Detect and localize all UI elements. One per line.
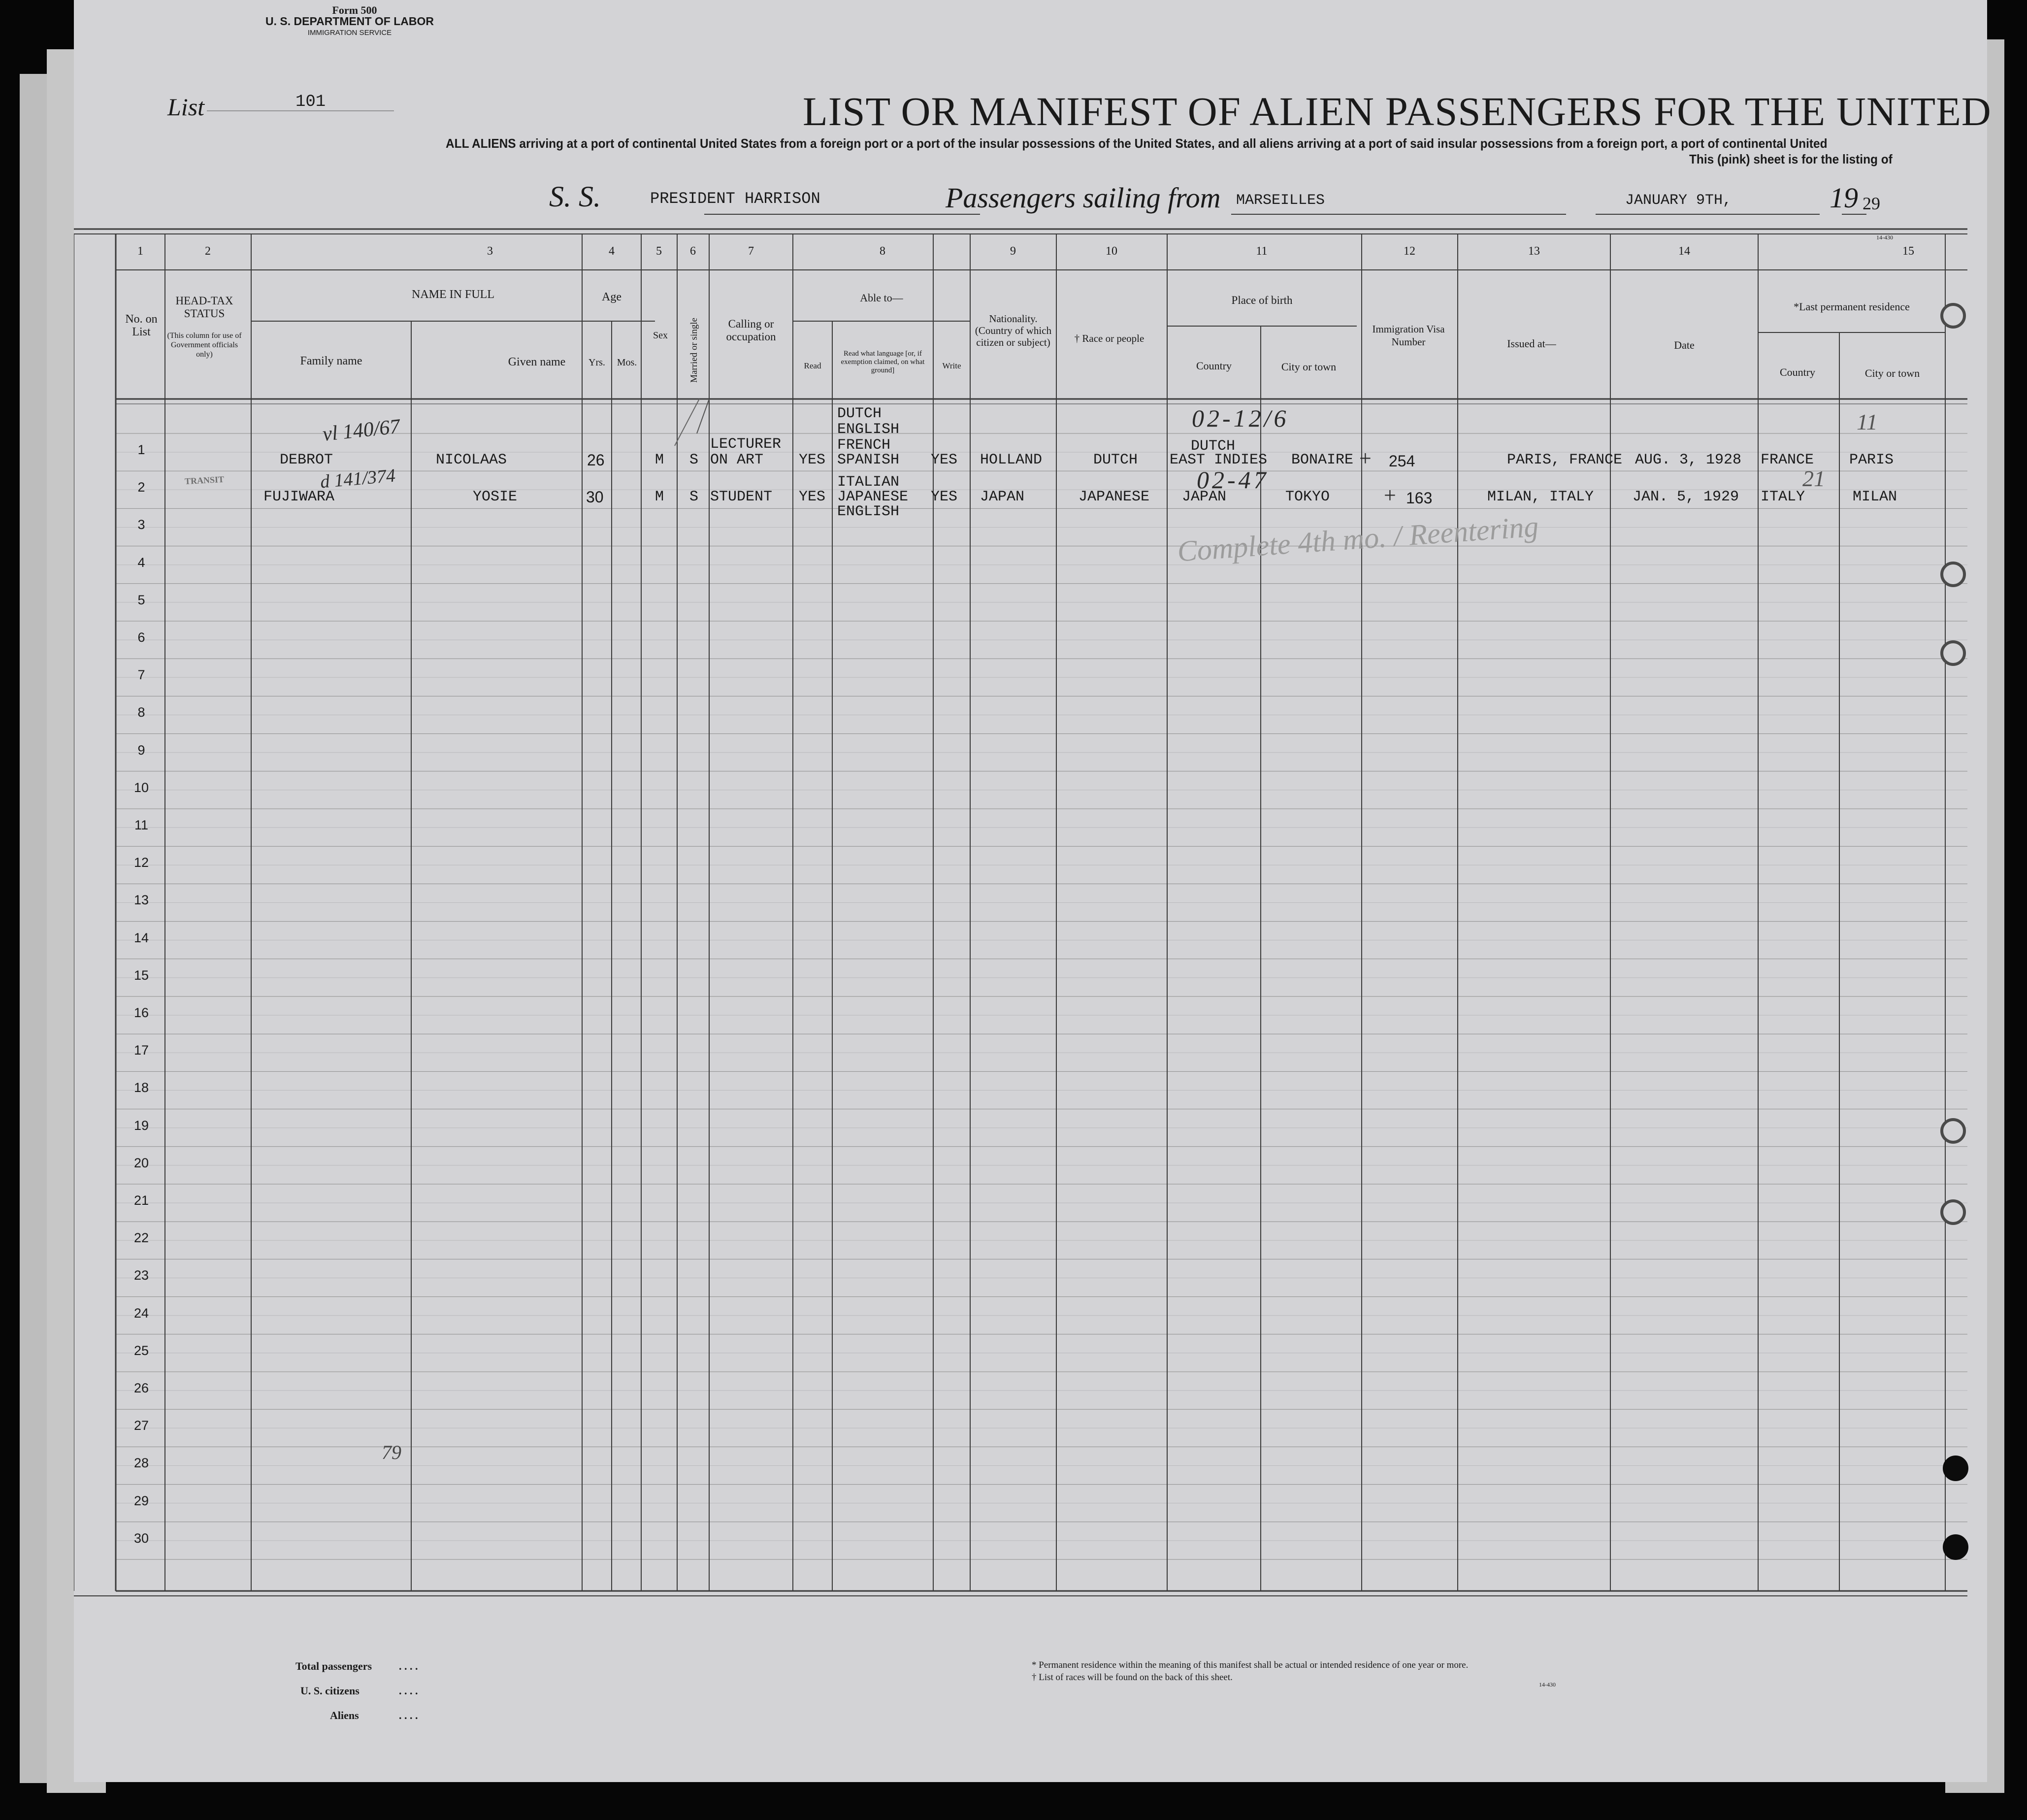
- table-row-1-sex: M: [655, 452, 664, 468]
- grid-line: [675, 399, 699, 446]
- header-name-in-full: NAME IN FULL: [412, 288, 494, 301]
- table-row-2-visa: 163: [1406, 489, 1433, 507]
- header-age: Age: [602, 291, 621, 303]
- table-row-2-lang-1: ITALIAN: [837, 474, 900, 491]
- total-passengers-label: Total passengers: [295, 1660, 372, 1672]
- column-number: 3: [487, 245, 493, 258]
- header-calling: Calling or occupation: [726, 318, 776, 343]
- column-number: 11: [1256, 245, 1268, 258]
- us-citizens-label: U. S. citizens: [300, 1685, 360, 1697]
- table-row-1-visa: 254: [1389, 452, 1415, 470]
- header-mos: Mos.: [617, 357, 637, 368]
- column-number: 12: [1404, 245, 1415, 258]
- row-number: 3: [137, 517, 145, 532]
- form-subtitle-2: This (pink) sheet is for the listing of: [1689, 152, 1893, 166]
- aliens-label: Aliens: [330, 1709, 359, 1721]
- year-prefix: 19: [1830, 182, 1858, 214]
- row-number: 13: [133, 893, 149, 908]
- list-label: List: [167, 93, 205, 121]
- row-number: 6: [137, 630, 145, 645]
- manifest-sheet: [74, 0, 1992, 1782]
- header-yrs: Yrs.: [588, 357, 605, 368]
- table-row-2-nationality: JAPAN: [980, 489, 1025, 505]
- table-row-1-given: NICOLAAS: [436, 452, 507, 468]
- header-birth-country: Country: [1196, 360, 1232, 372]
- header-visa-number: Immigration Visa Number: [1372, 323, 1445, 348]
- lr-note-1: 11: [1857, 409, 1878, 434]
- footer-note-1: * Permanent residence within the meaning of this manifest shall be actual or intended residence of one year or more.: [1032, 1660, 1469, 1670]
- pencil-scrawl: Complete 4th mo. / Reentering: [1176, 510, 1540, 568]
- header-read: Read: [804, 361, 821, 370]
- row-number: 19: [133, 1118, 149, 1133]
- row-number: 11: [134, 818, 149, 832]
- form-subtitle: ALL ALIENS arriving at a port of continental United States from a foreign port or a port of the insular possessions of the United States, and all aliens arriving at a port of said insular possessions from a foreign port, a port of continental United: [446, 136, 1828, 151]
- table-row-1-lang-1: DUTCH: [837, 405, 882, 422]
- table-row-1-nationality: HOLLAND: [980, 452, 1043, 468]
- header-nationality: Nationality. (Country of which citizen or subject): [975, 313, 1052, 348]
- column-number: 2: [205, 245, 211, 258]
- table-row-2-write: YES: [931, 489, 958, 505]
- table-row-1-birth-city: BONAIRE: [1291, 452, 1354, 468]
- column-number: 15: [1902, 245, 1914, 258]
- row-number: 2: [137, 480, 145, 495]
- row-number: 5: [137, 592, 145, 607]
- column-number: 14: [1678, 245, 1690, 258]
- sailing-label: Passengers sailing from: [946, 182, 1221, 214]
- aliens-dots: . . . .: [399, 1709, 418, 1721]
- row-number: 7: [137, 667, 145, 683]
- table-row-1-read: YES: [799, 452, 826, 468]
- table-row-2-given: YOSIE: [473, 489, 518, 505]
- table-row-1-calling-1: LECTURER: [710, 436, 782, 453]
- form-title: LIST OR MANIFEST OF ALIEN PASSENGERS FOR THE UNITED: [803, 89, 1992, 134]
- column-number: 1: [137, 245, 143, 258]
- column-number: 9: [1010, 245, 1016, 258]
- table-row-1-issue-date: AUG. 3, 1928: [1635, 452, 1742, 468]
- row-number: 4: [137, 555, 145, 570]
- table-row-2-read: YES: [799, 489, 826, 505]
- row-number: 26: [133, 1381, 149, 1395]
- row-number: 22: [133, 1230, 149, 1246]
- table-row-2-birth-city: TOKYO: [1285, 489, 1330, 505]
- binder-hole: [1940, 1118, 1966, 1144]
- table-row-2-married: S: [689, 489, 699, 505]
- column-number: 7: [748, 245, 754, 258]
- header-race: † Race or people: [1074, 332, 1144, 344]
- small-code: 14-430: [1876, 234, 1893, 241]
- table-row-2-lr-country: ITALY: [1761, 489, 1805, 505]
- table-row-1-lang-3: FRENCH: [837, 437, 891, 454]
- table-row-1-lang-2: ENGLISH: [837, 421, 900, 438]
- header-head-tax: HEAD-TAX STATUS: [175, 295, 233, 320]
- binder-hole: [1940, 1199, 1966, 1225]
- table-row-1-family: DEBROT: [280, 452, 333, 468]
- row2-birth-note: 02-47: [1197, 466, 1269, 494]
- header-sex: Sex: [653, 330, 668, 341]
- footer-code: 14-430: [1539, 1681, 1556, 1688]
- table-row-2-lang-2: JAPANESE: [837, 489, 909, 505]
- table-row-1-birth-country-1: DUTCH: [1191, 438, 1236, 455]
- binder-hole: [1943, 1534, 1968, 1560]
- table-row-2-lr-city: MILAN: [1853, 489, 1897, 505]
- list-number: 101: [295, 93, 326, 111]
- header-family-name: Family name: [300, 355, 362, 367]
- table-row-1-lang-4: SPANISH: [837, 452, 900, 468]
- department: U. S. DEPARTMENT OF LABOR: [265, 15, 434, 28]
- table-row-2-calling-1: STUDENT: [710, 489, 773, 505]
- row-number: 25: [133, 1343, 149, 1358]
- table-row-2-sex: M: [655, 489, 664, 505]
- header-given-name: Given name: [508, 356, 566, 368]
- header-lr-city: City or town: [1864, 367, 1920, 379]
- table-row-2-issue-date: JAN. 5, 1929: [1633, 489, 1739, 505]
- port-of-departure: MARSEILLES: [1236, 192, 1325, 209]
- binder-hole: [1940, 640, 1966, 666]
- us-citizens-dots: . . . .: [399, 1685, 418, 1697]
- table-row-1-race: DUTCH: [1093, 452, 1138, 468]
- column-number: 5: [656, 245, 662, 258]
- table-row-2-issued-at: MILAN, ITALY: [1487, 489, 1594, 505]
- table-row-1-lr-country: FRANCE: [1761, 452, 1814, 468]
- binder-hole: [1940, 562, 1966, 587]
- table-row-1-calling-2: ON ART: [710, 452, 764, 468]
- plus-mark-2: +: [1384, 483, 1396, 507]
- table-row-1-issued-at: PARIS, FRANCE: [1507, 452, 1623, 468]
- row-number: 20: [133, 1155, 149, 1170]
- header-able-to: Able to—: [860, 292, 903, 304]
- binder-hole: [1943, 1456, 1968, 1481]
- row-number: 8: [137, 705, 145, 720]
- footer-note-2: † List of races will be found on the back of this sheet.: [1032, 1672, 1233, 1683]
- row-number: 15: [133, 967, 149, 983]
- column-number: 13: [1528, 245, 1540, 258]
- ss-label: S. S.: [549, 180, 601, 213]
- header-lr-country: Country: [1779, 366, 1816, 378]
- row-number: 27: [133, 1418, 149, 1433]
- row-number: 28: [133, 1456, 149, 1471]
- row-number: 14: [133, 930, 149, 945]
- row2-family-note: d 141/374: [319, 465, 396, 493]
- table-row-2-race: JAPANESE: [1079, 489, 1150, 505]
- row1-birth-note: 02-12/6: [1192, 404, 1289, 432]
- header-issued-at: Issued at—: [1507, 337, 1556, 350]
- transit-stamp: TRANSIT: [184, 474, 225, 487]
- row1-family-note: vl 140/67: [322, 415, 401, 446]
- row-number: 12: [133, 855, 149, 870]
- lr-note-2: 21: [1802, 466, 1825, 491]
- sailing-date: JANUARY 9TH,: [1625, 192, 1732, 209]
- binder-hole: [1940, 303, 1966, 329]
- column-number: 10: [1106, 245, 1117, 258]
- table-row-1-married: S: [689, 452, 699, 468]
- table-row-2-birth-country-1: JAPAN: [1182, 489, 1227, 505]
- service: IMMIGRATION SERVICE: [307, 29, 392, 37]
- header-date: Date: [1674, 339, 1695, 351]
- table-row-1-yrs: 26: [587, 451, 605, 469]
- row-number: 9: [137, 742, 145, 758]
- row-number: 17: [133, 1043, 149, 1058]
- row-number: 21: [133, 1193, 149, 1208]
- header-read-language: Read what language [or, if exemption claimed, on what ground]: [841, 350, 925, 374]
- header-write: Write: [942, 361, 961, 370]
- manifest-grid: [74, 0, 1987, 1782]
- plus-mark-1: +: [1359, 446, 1372, 470]
- header-no-on-list: No. on List: [125, 313, 158, 338]
- header-married: Married or single: [689, 318, 699, 383]
- total-passengers-dots: . . . .: [399, 1660, 418, 1672]
- table-row-2-lang-3: ENGLISH: [837, 503, 900, 520]
- year-suffix: 29: [1863, 194, 1880, 213]
- form-number: Form 500: [332, 4, 377, 16]
- row-number: 23: [133, 1268, 149, 1283]
- row28-note: 79: [382, 1441, 401, 1463]
- header-last-residence: *Last permanent residence: [1794, 300, 1910, 313]
- column-number: 4: [609, 245, 615, 258]
- row-number: 10: [133, 780, 149, 795]
- row-number: 24: [133, 1305, 149, 1321]
- header-place-of-birth: Place of birth: [1231, 294, 1293, 306]
- column-number: 8: [880, 245, 885, 258]
- table-row-1-birth-country-2: EAST INDIES: [1170, 452, 1268, 468]
- row-number: 16: [133, 1005, 149, 1020]
- ship-name: PRESIDENT HARRISON: [650, 190, 820, 208]
- header-head-tax-note: (This column for use of Government officials only): [167, 331, 242, 359]
- table-row-2-family: FUJIWARA: [263, 489, 335, 505]
- table-row-1-write: YES: [931, 452, 958, 468]
- row-number: 1: [137, 442, 145, 457]
- row-number: 30: [133, 1530, 149, 1546]
- table-row-1-lr-city: PARIS: [1849, 452, 1894, 468]
- row-number: 29: [133, 1493, 149, 1508]
- table-row-2-yrs: 30: [586, 488, 604, 506]
- column-number: 6: [690, 245, 696, 258]
- header-birth-city: City or town: [1281, 361, 1337, 373]
- row-number: 18: [133, 1080, 149, 1095]
